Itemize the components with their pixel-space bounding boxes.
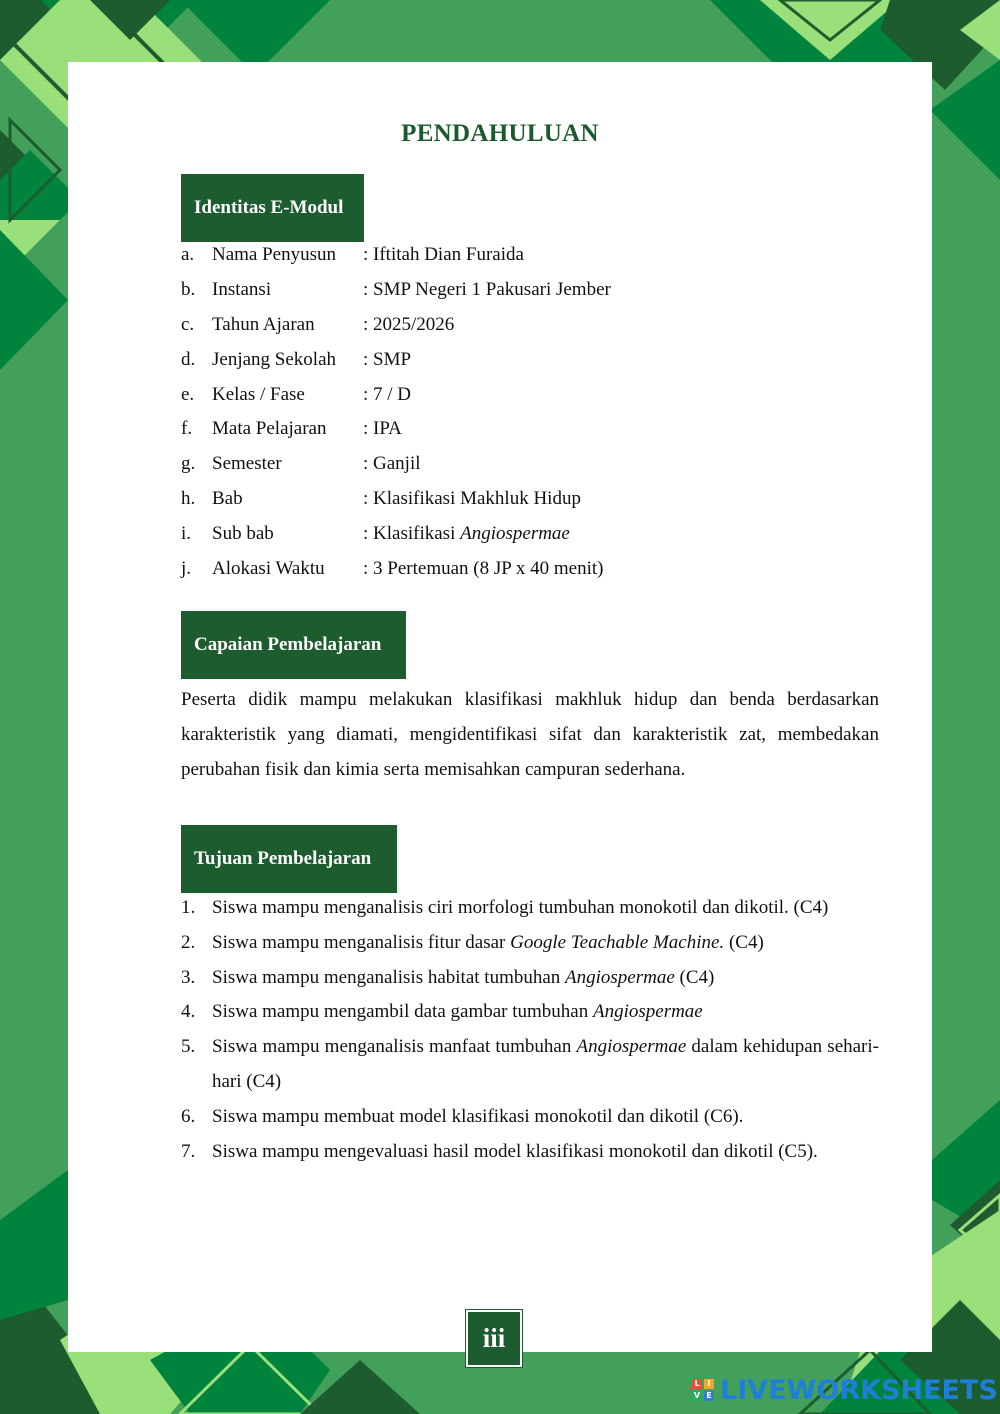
item-value-italic: Angiospermae bbox=[460, 522, 570, 544]
item-label: Bab bbox=[212, 487, 243, 509]
item-label: Tahun Ajaran bbox=[212, 313, 315, 335]
list-item bbox=[181, 1030, 879, 1100]
capaian-heading: Capaian Pembelajaran bbox=[181, 611, 406, 679]
deco-shape bbox=[0, 1170, 68, 1320]
item-label: Kelas / Fase bbox=[212, 383, 305, 405]
list-item bbox=[181, 891, 879, 926]
item-letter: f. bbox=[181, 418, 193, 440]
item-number: 7. bbox=[181, 1140, 196, 1162]
item-letter: a. bbox=[181, 244, 195, 266]
list-item bbox=[181, 447, 881, 482]
item-value: : IPA bbox=[363, 418, 402, 440]
item-letter: g. bbox=[181, 453, 196, 475]
item-number: 6. bbox=[181, 1105, 196, 1127]
list-item bbox=[181, 961, 879, 996]
item-text: Siswa mampu menganalisis ciri morfologi tumbuhan monokotil dan dikotil. (C4) bbox=[212, 897, 829, 918]
item-number: 2. bbox=[181, 931, 196, 953]
list-item bbox=[181, 238, 881, 273]
item-number: 5. bbox=[181, 1036, 196, 1058]
list-item bbox=[181, 342, 881, 377]
item-letter: e. bbox=[181, 383, 195, 405]
identitas-heading: Identitas E-Modul bbox=[181, 174, 364, 242]
item-letter: j. bbox=[181, 557, 192, 579]
capaian-paragraph: Peserta didik mampu melakukan klasifikasi makhluk hidup dan benda berdasarkan karakteristik yang diamati, mengidentifikasi sifat dan karakteristik zat, membedakan perubahan fisik dan kimia serta memisahkan campuran sederhana. bbox=[181, 689, 879, 780]
item-letter: d. bbox=[181, 348, 196, 370]
item-text: Siswa mampu membuat model klasifikasi monokotil dan dikotil (C6). bbox=[212, 1105, 744, 1127]
list-item bbox=[181, 995, 879, 1030]
item-number: 4. bbox=[181, 1001, 196, 1023]
list-item bbox=[181, 273, 881, 308]
page-number: iii bbox=[466, 1310, 522, 1367]
item-letter: h. bbox=[181, 487, 196, 509]
deco-shape bbox=[0, 230, 68, 370]
item-value: : Klasifikasi Makhluk Hidup bbox=[363, 487, 581, 509]
item-text: Siswa mampu mengambil data gambar tumbuhan Angiospermae bbox=[212, 1001, 703, 1023]
list-item bbox=[181, 926, 879, 961]
list-item bbox=[181, 482, 881, 517]
item-number: 3. bbox=[181, 966, 196, 988]
item-letter: b. bbox=[181, 279, 196, 301]
watermark-text: LIVEWORKSHEETS bbox=[720, 1374, 998, 1406]
item-text: Siswa mampu mengevaluasi hasil model klasifikasi monokotil dan dikotil (C5). bbox=[212, 1140, 818, 1162]
item-value: : 7 / D bbox=[363, 383, 412, 405]
item-label: Semester bbox=[212, 453, 282, 475]
item-label: Sub bab bbox=[212, 522, 274, 544]
item-letter: c. bbox=[181, 313, 195, 335]
list-item bbox=[181, 1135, 879, 1170]
list-item bbox=[181, 377, 881, 412]
tujuan-list bbox=[181, 891, 879, 1169]
list-item bbox=[181, 1100, 879, 1135]
item-value: : SMP bbox=[363, 348, 412, 370]
item-label: Jenjang Sekolah bbox=[212, 348, 337, 370]
list-item bbox=[181, 516, 881, 551]
item-value: : 3 Pertemuan (8 JP x 40 menit) bbox=[363, 557, 604, 579]
item-value: : Ganjil bbox=[363, 453, 421, 475]
item-text: Siswa mampu menganalisis manfaat tumbuhan Angiospermae dalam kehidupan sehari-hari (C4) bbox=[212, 1036, 879, 1092]
item-value: : Klasifikasi Angiospermae bbox=[363, 522, 570, 544]
item-text: Siswa mampu menganalisis fitur dasar Google Teachable Machine. (C4) bbox=[212, 931, 764, 953]
item-text: Siswa mampu menganalisis habitat tumbuhan Angiospermae (C4) bbox=[212, 966, 715, 988]
list-item bbox=[181, 551, 881, 586]
item-label: Nama Penyusun bbox=[212, 244, 337, 266]
page-title: PENDAHULUAN bbox=[401, 120, 599, 147]
item-letter: i. bbox=[181, 522, 192, 544]
item-label: Mata Pelajaran bbox=[212, 418, 327, 440]
identitas-list bbox=[181, 238, 881, 586]
item-label: Instansi bbox=[212, 279, 272, 301]
item-value: : SMP Negeri 1 Pakusari Jember bbox=[363, 279, 611, 301]
list-item bbox=[181, 308, 881, 343]
item-label: Alokasi Waktu bbox=[212, 557, 325, 579]
list-item bbox=[181, 412, 881, 447]
item-number: 1. bbox=[181, 897, 196, 918]
liveworksheets-watermark[interactable] bbox=[692, 1374, 998, 1406]
liveworksheets-logo-icon: L I V E bbox=[692, 1379, 714, 1401]
item-value: : 2025/2026 bbox=[363, 313, 455, 335]
tujuan-heading: Tujuan Pembelajaran bbox=[181, 825, 397, 893]
item-value: : Iftitah Dian Furaida bbox=[363, 244, 524, 266]
